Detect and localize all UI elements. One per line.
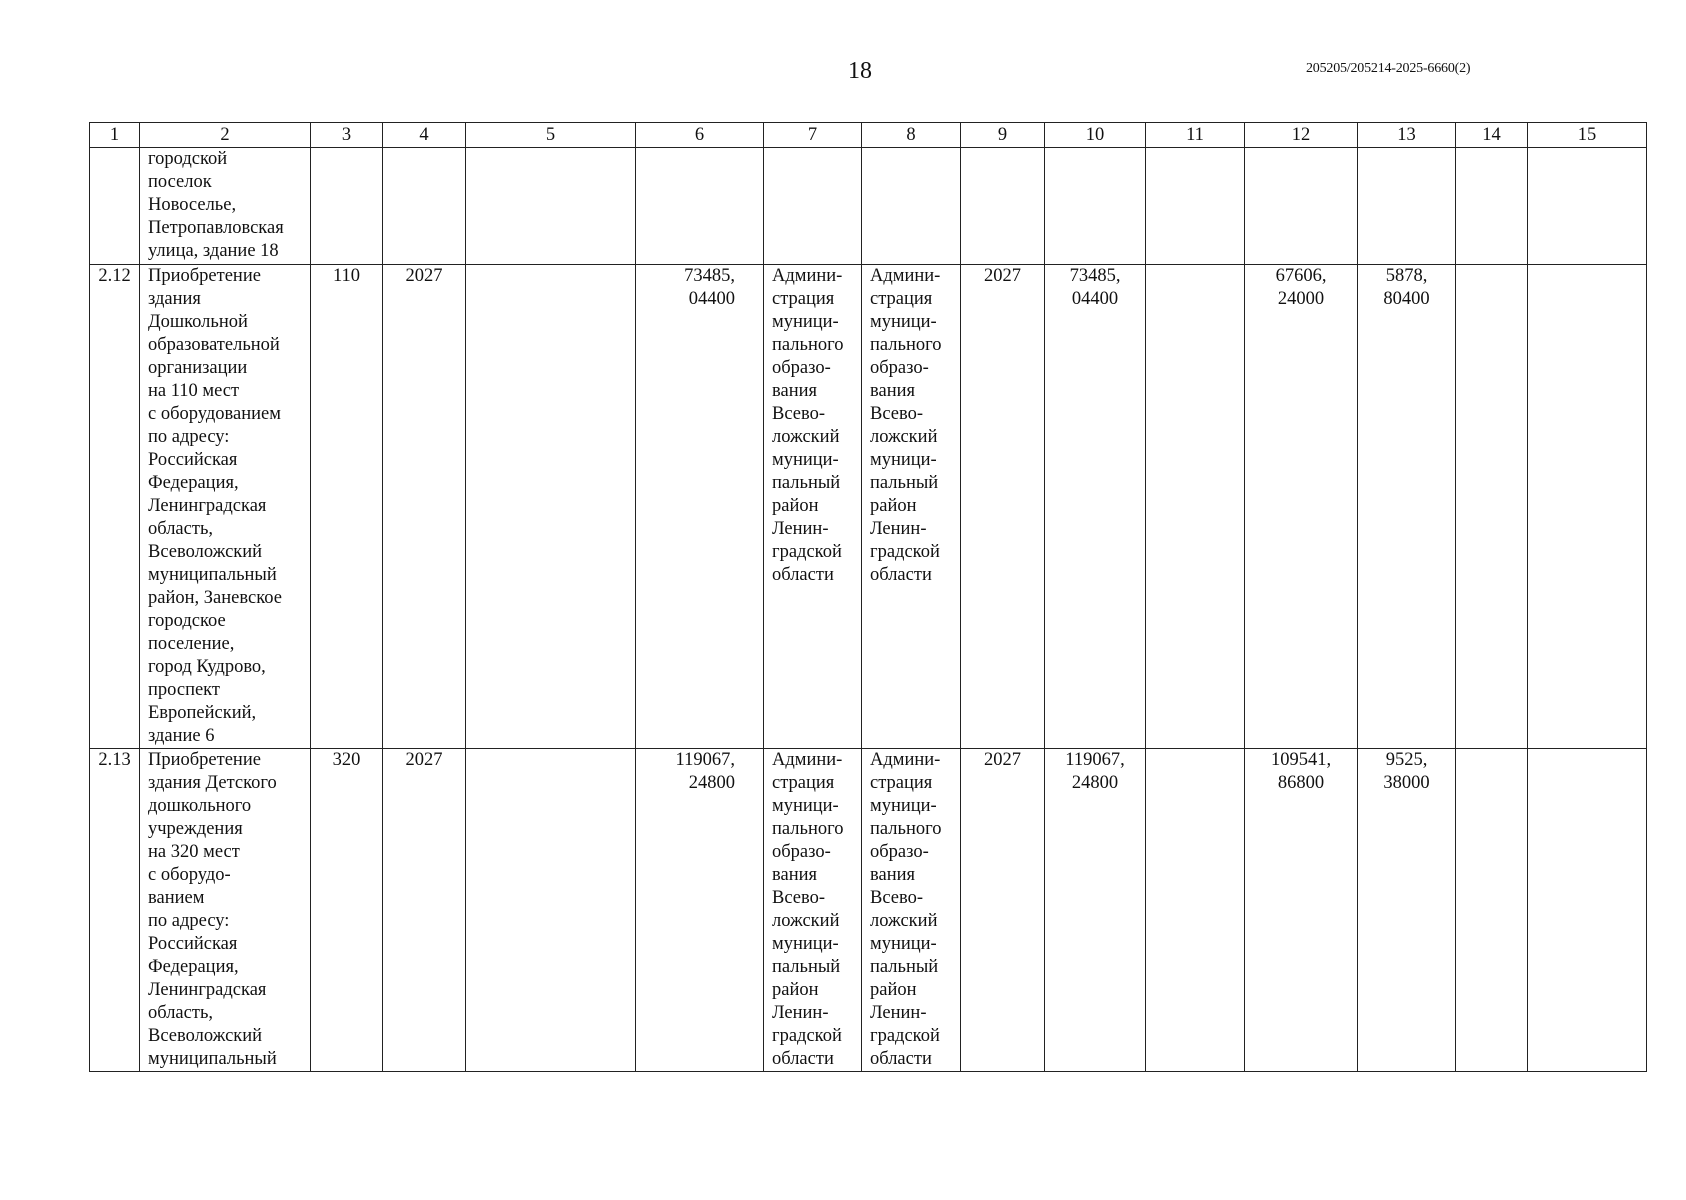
cell-line: градской (870, 1026, 940, 1046)
amount-cell (1245, 148, 1358, 265)
cell-line: страция (772, 289, 835, 309)
cell-line: 9525, (1385, 750, 1428, 770)
table-row (90, 148, 1647, 265)
cell-line: проспект (148, 680, 221, 700)
cell-line: пального (772, 335, 844, 355)
document-id: 205205/205214-2025-6660(2) (1306, 61, 1471, 76)
cell-line: ложский (870, 427, 938, 447)
year-cell: 2027 (961, 749, 1045, 1072)
cell-line: на 320 мест (148, 842, 240, 862)
cell-col5 (466, 749, 636, 1072)
cell-line: организации (148, 358, 248, 378)
cell-line: Приобретение (148, 266, 261, 286)
column-header: 4 (383, 123, 466, 148)
cell-line: градской (772, 1026, 842, 1046)
cell-col5 (466, 265, 636, 749)
cell-line: Ленин- (772, 1003, 829, 1023)
cell-col15 (1528, 148, 1647, 265)
cell-col14 (1456, 148, 1528, 265)
cell-line: 73485, (684, 266, 735, 286)
cell-line: 73485, (1069, 266, 1121, 286)
cell-line: области (870, 565, 932, 585)
cell-line: Ленинградская (148, 496, 267, 516)
organization-cell (764, 148, 862, 265)
cell-line: вания (772, 865, 818, 885)
cell-line: пальный (772, 957, 841, 977)
year-cell: 2027 (383, 265, 466, 749)
amount-cell (636, 265, 764, 749)
cell-line: пального (772, 819, 844, 839)
cell-line: Всеволожский (148, 1026, 263, 1046)
cell-line: на 110 мест (148, 381, 240, 401)
cell-line: Европейский, (148, 703, 257, 723)
year-cell: 2027 (961, 265, 1045, 749)
cell-line: муници- (870, 796, 937, 816)
cell-line: страция (870, 773, 933, 793)
column-header: 9 (961, 123, 1045, 148)
capacity-cell (311, 148, 383, 265)
amount-cell (1358, 148, 1456, 265)
amount-cell (1358, 749, 1456, 1072)
capacity-cell: 110 (311, 265, 383, 749)
amount-cell (636, 749, 764, 1072)
cell-line: градской (870, 542, 940, 562)
cell-line: Всево- (772, 888, 826, 908)
cell-line: образо- (870, 358, 929, 378)
cell-line: с оборудо- (148, 865, 231, 885)
cell-line: пальный (870, 473, 939, 493)
cell-line: здание 6 (148, 726, 215, 746)
cell-line: область, (148, 519, 214, 539)
capacity-cell: 320 (311, 749, 383, 1072)
cell-line: Федерация, (148, 957, 239, 977)
cell-line: Всево- (772, 404, 826, 424)
cell-col11 (1146, 749, 1245, 1072)
cell-line: муници- (870, 934, 937, 954)
cell-line: район (772, 980, 819, 1000)
description-cell (140, 265, 311, 749)
cell-line: 38000 (1383, 773, 1430, 793)
cell-line: по адресу: (148, 427, 230, 447)
organization-cell (764, 749, 862, 1072)
cell-col14 (1456, 749, 1528, 1072)
cell-line: области (772, 1049, 834, 1069)
cell-line: ложский (772, 911, 840, 931)
cell-line: здания (148, 289, 201, 309)
cell-line: 119067, (1065, 750, 1125, 770)
cell-line: вания (870, 381, 916, 401)
cell-line: 04400 (1071, 289, 1119, 309)
cell-line: ложский (870, 911, 938, 931)
cell-line: муниципальный (148, 1049, 277, 1069)
cell-line: образовательной (148, 335, 280, 355)
cell-line: район, Заневское (148, 588, 282, 608)
cell-line: образо- (772, 358, 831, 378)
cell-line: здания Детского (148, 773, 277, 793)
year-cell: 2027 (383, 749, 466, 1072)
cell-line: 04400 (688, 289, 735, 309)
cell-line: страция (772, 773, 835, 793)
column-header: 5 (466, 123, 636, 148)
cell-line: области (772, 565, 834, 585)
cell-line: пальный (870, 957, 939, 977)
cell-line: Всево- (870, 404, 924, 424)
cell-line: 119067, (675, 750, 735, 770)
cell-line: муници- (772, 312, 839, 332)
cell-line: городской (148, 149, 228, 169)
year-cell (383, 148, 466, 265)
year-cell (961, 148, 1045, 265)
cell-line: Админи- (870, 266, 941, 286)
column-header: 1 (90, 123, 140, 148)
column-header: 3 (311, 123, 383, 148)
organization-cell (862, 749, 961, 1072)
column-header: 6 (636, 123, 764, 148)
cell-col15 (1528, 749, 1647, 1072)
cell-line: 24800 (688, 773, 735, 793)
cell-line: Российская (148, 934, 238, 954)
cell-line: Админи- (870, 750, 941, 770)
cell-line: Ленин- (772, 519, 829, 539)
column-header: 2 (140, 123, 311, 148)
cell-col11 (1146, 265, 1245, 749)
cell-line: с оборудованием (148, 404, 281, 424)
column-header: 8 (862, 123, 961, 148)
column-header: 15 (1528, 123, 1647, 148)
cell-line: область, (148, 1003, 214, 1023)
cell-line: области (870, 1049, 932, 1069)
cell-line: градской (772, 542, 842, 562)
cell-line: страция (870, 289, 933, 309)
cell-col14 (1456, 265, 1528, 749)
cell-col15 (1528, 265, 1647, 749)
cell-line: пальный (772, 473, 841, 493)
cell-line: город Кудрово, (148, 657, 266, 677)
cell-line: городское (148, 611, 226, 631)
row-number: 2.13 (90, 749, 140, 1072)
cell-line: Новоселье, (148, 195, 237, 215)
cell-line: поселение, (148, 634, 235, 654)
cell-line: муници- (772, 450, 839, 470)
amount-cell (1045, 148, 1146, 265)
amount-cell (1045, 749, 1146, 1072)
cell-line: 86800 (1277, 773, 1325, 793)
cell-line: 67606, (1275, 266, 1327, 286)
cell-line: 80400 (1383, 289, 1430, 309)
cell-line: по адресу: (148, 911, 230, 931)
column-header: 14 (1456, 123, 1528, 148)
organization-cell (862, 265, 961, 749)
cell-line: муници- (870, 450, 937, 470)
description-cell (140, 148, 311, 265)
cell-line: муници- (870, 312, 937, 332)
cell-line: 24000 (1277, 289, 1325, 309)
cell-line: образо- (870, 842, 929, 862)
table-row (90, 749, 1647, 1072)
cell-line: Админи- (772, 266, 843, 286)
column-header: 13 (1358, 123, 1456, 148)
column-header: 10 (1045, 123, 1146, 148)
cell-line: ложский (772, 427, 840, 447)
cell-line: улица, здание 18 (148, 241, 279, 261)
cell-line: пального (870, 819, 942, 839)
cell-line: район (870, 980, 917, 1000)
amount-cell (636, 148, 764, 265)
table-row (90, 265, 1647, 749)
amount-cell (1245, 749, 1358, 1072)
cell-line: дошкольного (148, 796, 252, 816)
cell-col5 (466, 148, 636, 265)
cell-line: Приобретение (148, 750, 261, 770)
cell-line: Российская (148, 450, 238, 470)
cell-line: 24800 (1071, 773, 1119, 793)
organization-cell (862, 148, 961, 265)
cell-line: учреждения (148, 819, 243, 839)
cell-line: 109541, (1270, 750, 1332, 770)
column-header: 12 (1245, 123, 1358, 148)
cell-line: Федерация, (148, 473, 239, 493)
cell-line: муниципальный (148, 565, 277, 585)
cell-line: Ленин- (870, 519, 927, 539)
column-header: 7 (764, 123, 862, 148)
cell-line: Всеволожский (148, 542, 263, 562)
cell-line: вания (772, 381, 818, 401)
cell-line: ванием (148, 888, 205, 908)
organization-cell (764, 265, 862, 749)
data-table (89, 122, 1647, 1072)
cell-line: поселок (148, 172, 212, 192)
cell-line: пального (870, 335, 942, 355)
column-header: 11 (1146, 123, 1245, 148)
row-number: 2.12 (90, 265, 140, 749)
cell-line: Админи- (772, 750, 843, 770)
amount-cell (1045, 265, 1146, 749)
cell-line: образо- (772, 842, 831, 862)
cell-line: Петропавловская (148, 218, 284, 238)
cell-line: Ленинградская (148, 980, 267, 1000)
cell-line: Дошкольной (148, 312, 248, 332)
cell-line: вания (870, 865, 916, 885)
amount-cell (1358, 265, 1456, 749)
page-number: 18 (848, 58, 872, 84)
description-cell (140, 749, 311, 1072)
cell-line: район (772, 496, 819, 516)
cell-line: район (870, 496, 917, 516)
cell-line: муници- (772, 796, 839, 816)
column-number-row (90, 123, 1647, 148)
amount-cell (1245, 265, 1358, 749)
cell-line: муници- (772, 934, 839, 954)
cell-col11 (1146, 148, 1245, 265)
cell-line: Ленин- (870, 1003, 927, 1023)
cell-line: Всево- (870, 888, 924, 908)
row-number (90, 148, 140, 265)
cell-line: 5878, (1385, 266, 1428, 286)
